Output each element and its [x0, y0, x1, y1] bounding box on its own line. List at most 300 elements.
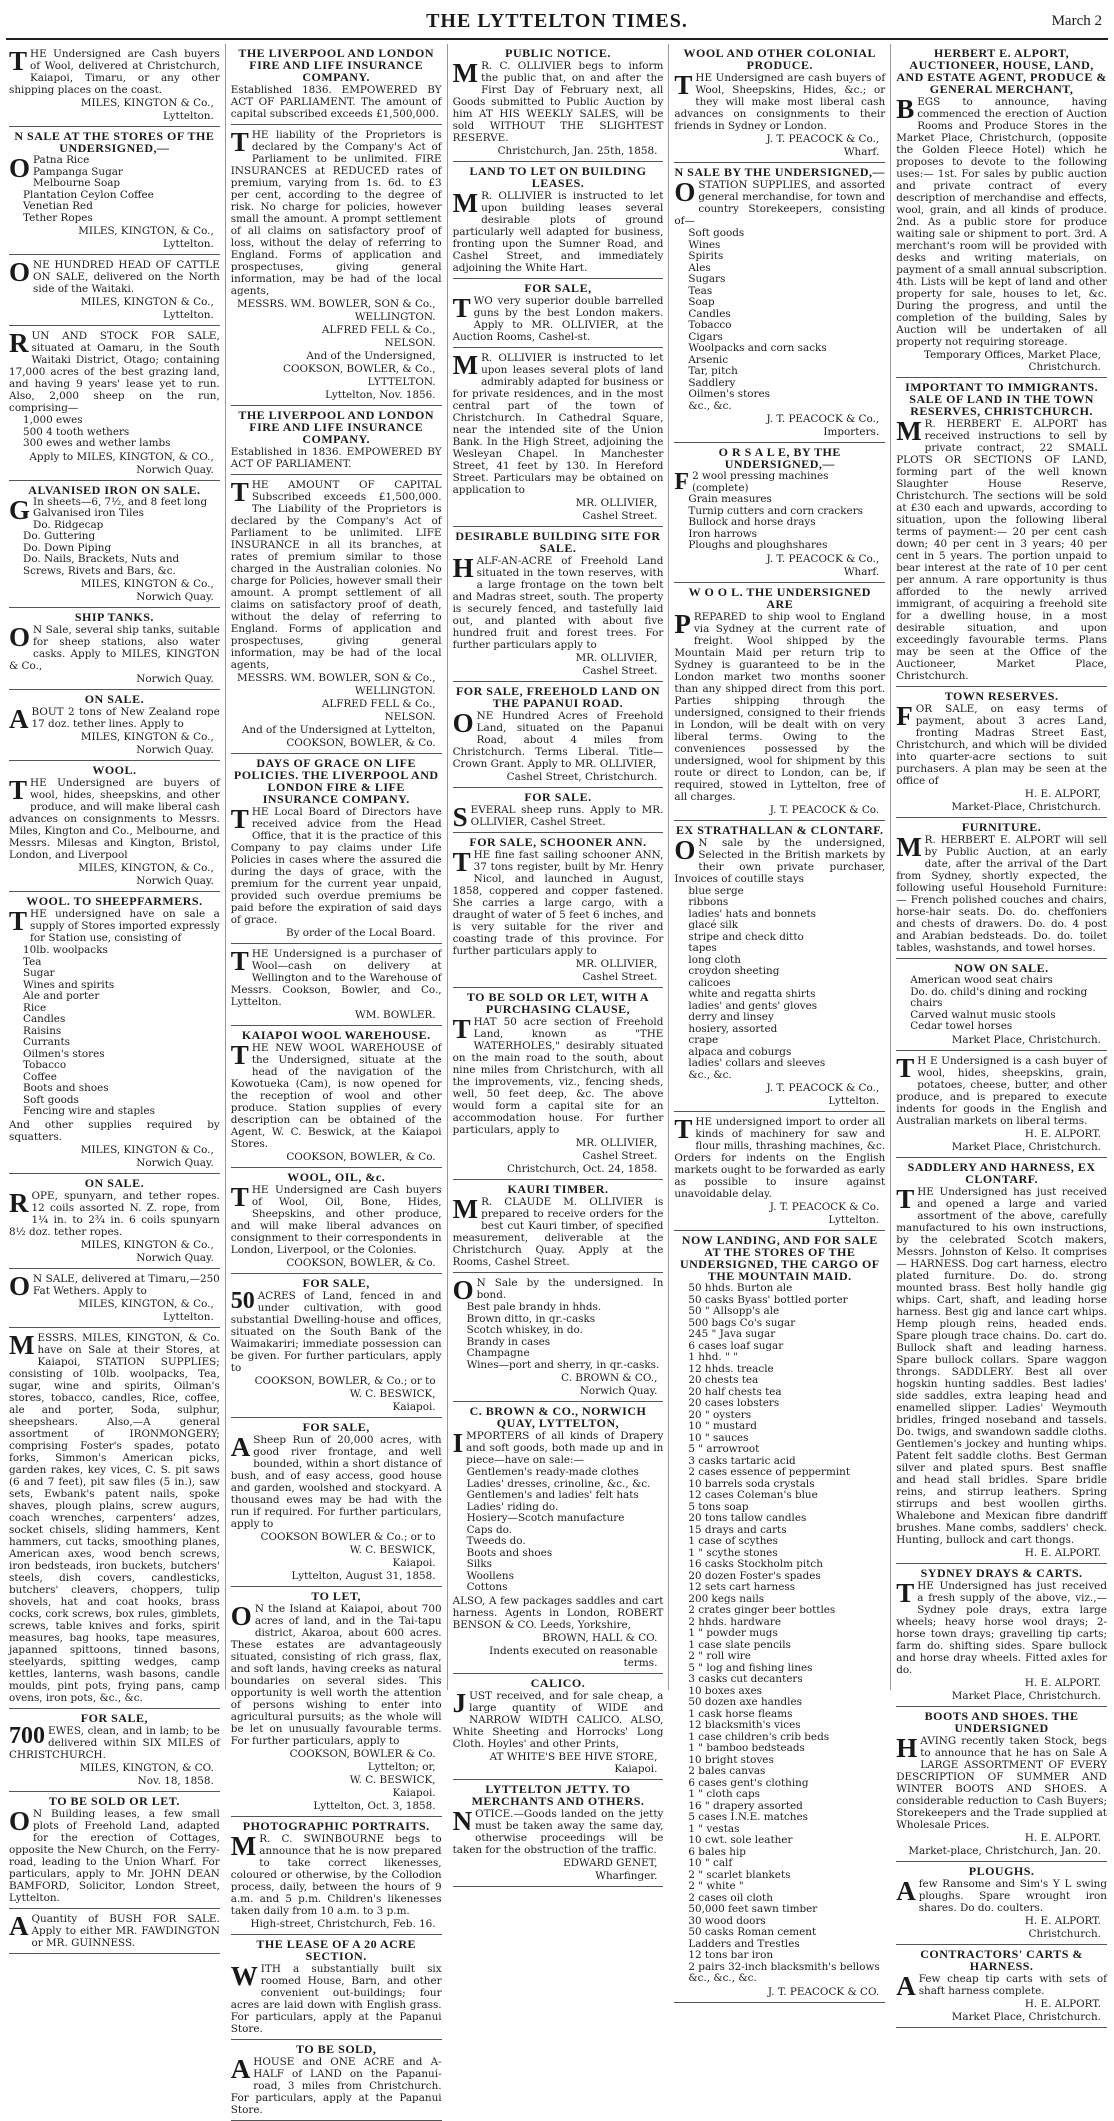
- drop-cap: T: [9, 775, 28, 805]
- list-item: Galvanised iron Tiles: [33, 507, 144, 519]
- ad-body: [231, 129, 442, 297]
- list-item: Do. Nails, Brackets, Nuts and Screws, Rivets and Bars, &c.: [23, 553, 180, 577]
- drop-cap: T: [230, 946, 249, 976]
- drop-cap: O: [9, 622, 31, 652]
- list-item: Do. Ridgecap: [33, 518, 104, 531]
- list-item: Caps do.: [466, 1523, 513, 1536]
- ad-text: HE Undersigned are buyers of wool, hides, sheepskins, and other produce, and will make liberal cash advances on consignments to Messrs. Miles, Kington and Co., Melbourne, and Messrs. Milesas and Kington, Bristol, London, and Liverpool: [9, 777, 220, 861]
- ad-signature: Wharf.: [843, 565, 880, 578]
- ad-body: [9, 259, 220, 295]
- ad-signature: Market-Place, Christchurch.: [951, 801, 1101, 813]
- column-1: [4, 44, 226, 1949]
- ad-body: [9, 1187, 220, 1238]
- ad-body: [9, 48, 220, 96]
- ad-text: N SALE, delivered at Timaru,—250 Fat Wethers. Apply to: [33, 1272, 220, 1297]
- ad-text: STATION SUPPLIES, and assorted general merchandise, for town and country Storekeepers, consisting of—: [674, 179, 886, 227]
- drop-cap: A: [9, 704, 29, 734]
- ad-signature: MILES, KINGTON & Co.,: [80, 1238, 214, 1251]
- drop-cap: T: [896, 1183, 915, 1214]
- advertisement: [896, 1945, 1107, 2028]
- ad-text: HE undersigned have on sale a supply of Stores imported expressly for Station use, consisting of: [30, 908, 220, 944]
- ad-text: R. C. SWINBOURNE begs to announce that he is now prepared to take correct likenesses, coloured or otherwise, by the Collodion process, daily, between the hours of 9 a.m. and 5 p.m. Children's likenesses taken daily from 10 a.m. to 3 p.m.: [230, 1833, 442, 1917]
- list-item: Ploughs and ploughshares: [688, 539, 828, 551]
- ad-text: EVERAL sheep runs. Apply to MR. OLLIVIER, Cashel Street.: [470, 804, 664, 828]
- ad-text: HE Local Board of Directors have received advice from the Head Office, that it is the practice of this Company to pay claims under Life Policies in cases where the assured die during the days of grace, with the premium for the current year unpaid, provided such overdue premiums be paid before the expiration of said days of grace.: [230, 806, 442, 926]
- list-item: Do. do. child's dining and rocking chairs: [910, 985, 1088, 1009]
- list-item: Gentlemen's and ladies' felt hats: [466, 1489, 639, 1501]
- ad-text: N Building leases, a few small plots of Freehold Land, adapted for the erection of Cottages, opposite the New Church, on the Ferry-road, leading to the Union Wharf. For particulars, apply to Mr. JOHN DEAN BAMFORD, Solicitor, London Street, Lyttelton.: [9, 1807, 220, 1904]
- ad-body: [453, 60, 664, 144]
- ad-signature: Lyttelton.: [162, 309, 214, 321]
- ad-text: R. HERBERT E. ALPORT will sell by Public Auction, at an early date, after the arrival of the Dart from Sydney, shortly expected, the following useful Household Furniture:— French polished couches and chairs, horse-hair seats. Do. do. cheffoniers and chests of drawers. Do. do. 4 post and Arabian bedsteads. Do. do. toilet tables, washstands, and towel horses.: [896, 834, 1107, 954]
- list-item: Raisins: [23, 1024, 62, 1037]
- advertisement: [453, 988, 664, 1180]
- ad-signature: Norwich Quay.: [136, 1251, 214, 1264]
- list-item: 300 ewes and wether lambs: [23, 437, 171, 449]
- ad-body: [9, 624, 220, 672]
- ad-heading: TO BE SOLD OR LET.: [48, 1793, 180, 1808]
- ad-signature: Market Place, Christchurch.: [951, 1033, 1101, 1046]
- ad-item-list: [688, 228, 885, 412]
- list-item: 50 hhds. Burton ale: [688, 1282, 793, 1294]
- ad-body: [9, 1270, 220, 1301]
- ad-text: AVING recently taken Stock, begs to announce that he has on Sale A LARGE ASSORTMENT OF EVERY DESCRIPTION OF SUMMER AND WINTER BOOTS AND SHOES. A considerable reduction to Cash Buyers; Storekeepers and the Trade supplied at Wholesale Prices.: [896, 1734, 1107, 1831]
- drop-cap: H: [452, 553, 474, 583]
- ad-heading: FOR SALE,: [302, 1420, 370, 1434]
- list-item: Woollens: [466, 1569, 514, 1582]
- list-item: Ladies' riding do.: [466, 1500, 559, 1513]
- ad-heading: THE LIVERPOOL AND LONDON FIRE AND LIFE INSURANCE COMPANY.: [238, 408, 435, 446]
- ad-heading: SADDLERY AND HARNESS, EX CLONTARF.: [907, 1159, 1096, 1186]
- ad-body: [896, 418, 1107, 682]
- ad-text: H E Undersigned is a cash buyer of wool, hides, sheepskins, grain, potatoes, cheese, butter, and other produce, and is prepared to execute indents for goods in the English and Australian markets on liberal terms.: [896, 1054, 1107, 1127]
- ad-heading: NOW ON SALE.: [954, 961, 1049, 975]
- list-item: blue serge: [688, 884, 744, 897]
- drop-cap: O: [674, 177, 696, 207]
- list-item: 1 " scythe stones: [688, 1546, 778, 1559]
- ad-heading: WOOL.: [92, 763, 137, 777]
- drop-cap: T: [9, 46, 28, 76]
- ad-signature: Market Place, Christchurch.: [951, 2010, 1101, 2023]
- drop-cap: G: [9, 494, 31, 525]
- ad-body: [452, 1687, 664, 1750]
- ad-signature: ALFRED FELL & Co.,: [321, 698, 436, 710]
- ad-text: R. OLLIVIER is instructed to let upon leases several plots of land admirably adapted for business or for private residences, and in the most central part of the town of Christchurch. In Cathedral Square, near the intended site of the Union Bank. In the High Street, adjoining the Wesleyan Chapel. In Manchester Street, 41 feet by 130. In Hereford Street. Particulars may be obtained on application to: [452, 352, 664, 496]
- advertisement: [453, 348, 664, 527]
- ad-text: Quantity of BUSH FOR SALE. Apply to either MR. FAWDINGTON or MR. GUINNESS.: [31, 1912, 220, 1949]
- drop-cap: S: [452, 802, 468, 832]
- list-item: Ladies' dresses, crinoline, &c., &c.: [466, 1477, 651, 1490]
- list-item: Candles: [688, 307, 731, 320]
- ad-signature: Importers.: [823, 426, 880, 438]
- ad-text: HE Undersigned has just received and opened a large and varied assortment of the above, carefully manufactured to his own instructions, by the celebrated Scotch makers, Messrs. Johnston of Kelso. It comprises— HARNESS. Dog cart harness, electro plated furniture. Do. do. strong mounted brass. Best holly handle gig whips. Cart, shaft, and leading horse harness. Best gig and lance cart whips. Hemp plough reins, headed ends. Spare plough trace chains. Do. cart do. Bullock shaft and leading harness. Spare bullock collars. Spare waggon throngs. SADDLERY. Best all over hogskin hunting saddles. Best ladies' side saddles, extra leaping head and enamelled slipper. Ladies' Weymouth bridles, fringed noseband and tassels. Do. twigs, and swandown saddle cloths. Gentlemen's jockey and hunting whips. Patent felt saddle cloths. Best German silver and plated spurs. Best snaffle and head stall bridles. Spare bridle reins, and stirrup leathers. Spring stirrups and best woollen girths. Whalebone and Mexican fibre dandriff brushes. Mane combs, saddlers' check. Hunting, bullock and cart thongs.: [896, 1185, 1107, 1546]
- ad-heading: NOW LANDING, AND FOR SALE AT THE STORES OF THE UNDERSIGNED, THE CARGO OF THE MOUNTAIN MAID.: [679, 1233, 880, 1283]
- list-item: 12 hhds. treacle: [688, 1362, 774, 1375]
- ad-heading: O R S A L E, BY THE UNDERSIGNED,—: [718, 445, 841, 471]
- ad-signature: MILES, KINGTON, & Co.,: [78, 1297, 214, 1310]
- list-item: 15 drays and carts: [688, 1523, 787, 1536]
- list-item: 50 " Allsopp's ale: [688, 1305, 780, 1317]
- ad-signature: Norwich Quay.: [136, 875, 214, 887]
- ad-heading: WOOL. TO SHEEPFARMERS.: [26, 894, 203, 908]
- drop-cap: T: [230, 1182, 249, 1212]
- advertisement: [453, 279, 664, 348]
- ad-text: HE Undersigned are Cash buyers of Wool, delivered at Christchurch, Kaiapoi, Timaru, or any other shipping places on the coast.: [9, 48, 220, 96]
- ad-text: HAT 50 acre section of Freehold Land, known as "THE WATERHOLES," desirably situated on the main road to the south, about nine miles from Christchurch, with all the improvements, viz., fencing sheds, well, 50 feet deep, &c. The above would form a capital site for an accommodation house. For further particulars, apply to: [452, 1016, 664, 1136]
- list-item: 1 case slate pencils: [688, 1638, 791, 1651]
- ad-body: [896, 96, 1107, 348]
- list-item: 1 cask horse fleams: [688, 1707, 793, 1720]
- ad-text: ACRES of Land, fenced in and under cultivation, with good substantial Dwelling-house and offices, situated on the South Bank of the Waimakariri; immediate possession can be given. For further particulars, apply to: [230, 1290, 442, 1374]
- drop-cap: O: [9, 153, 31, 183]
- ad-signature: H. E. ALPORT.: [1024, 1997, 1101, 2010]
- ad-text-continued: ALSO, A few packages saddles and cart harness. Agents in London, ROBERT BENSON & CO. Leeds, Yorkshire,: [452, 1594, 664, 1631]
- ad-text: N Sale, several ship tanks, suitable for sheep stations, also water casks. Apply to MILES, KINGTON & Co.,: [9, 624, 220, 672]
- ad-text: HE Undersigned has just received a fresh supply of the above, viz.,— Sydney pole drays, extra large wheels; heavy horse wool drays; 2-horse town drays; gravelling tip carts; farm do. shifting sides. Spare bullock and horse dray wheels. Fitted axles for do.: [896, 1579, 1107, 1676]
- list-item: Soap: [688, 296, 715, 308]
- ad-signature: COOKSON, BOWLER, & Co.: [286, 1257, 436, 1269]
- ad-signature: Kaiapoi.: [392, 1557, 436, 1569]
- ad-signature: Norwich Quay.: [579, 1385, 658, 1397]
- ad-body: [896, 1183, 1107, 1546]
- list-item: 6 bales hip: [688, 1845, 746, 1858]
- ad-signature: Nov. 18, 1858.: [137, 1774, 214, 1787]
- ad-heading: FOR SALE,: [524, 281, 592, 295]
- advertisement: [896, 687, 1107, 818]
- ad-text: HE AMOUNT OF CAPITAL Subscribed exceeds £1,500,000. The Liability of the Proprietors is declared by the Company's Act of Parliament to be unlimited. LIFE INSURANCE in all its branches, at rates of premium similar to those charged in the Australian colonies. No charge for Policies, however small their amount. A prompt settlement of all claims on satisfactory proof of death, without the delay of referring to England. Forms of application and prospectuses, giving general information, may be had of the local agents,: [230, 479, 442, 671]
- list-item: 2 cases essence of peppermint: [688, 1466, 851, 1478]
- list-item: Gentlemen's ready-made clothes: [466, 1466, 639, 1478]
- list-item: long cloth: [688, 953, 741, 966]
- advertisement: [896, 378, 1107, 687]
- columns: [4, 44, 1112, 2116]
- advertisement: [9, 44, 220, 127]
- ad-large-figure: F: [674, 469, 690, 495]
- list-item: 30 wood doors: [688, 1914, 766, 1927]
- list-item: 10 " calf: [688, 1857, 733, 1869]
- ad-heading: TO BE SOLD,: [296, 2042, 377, 2056]
- list-item: 2 wool pressing machines (complete): [692, 470, 829, 494]
- ad-signature: By order of the Local Board.: [285, 927, 436, 939]
- list-item: Scotch whiskey, in do.: [466, 1324, 583, 1336]
- advertisement: [674, 1112, 885, 1231]
- drop-cap: T: [230, 477, 249, 507]
- ad-signature: MILES, KINGTON & Co.,: [80, 578, 214, 590]
- ad-body: [453, 1196, 664, 1268]
- ad-text: HE Undersigned are cash buyers of Wool, Sheepskins, Hides, &c.; or they will make most liberal cash advances on consignments to their friends in Sydney or London.: [674, 72, 886, 132]
- ad-text: EGS to announce, having commenced the erection of Auction Rooms and Produce Stores in the Market Place, Christchurch, (opposite the Golden Fleece Hotel) which he proposes to devote to the following uses:— 1st. For sales by public auction and private contract of every description of merchandise and effects, wool, grain, and all kinds of produce. 2nd. As a public store for produce waiting sale or shipment to port. 3rd. A merchant's room will be provided with desks and writing materials, on payment of a small annual subscription. 4th. Lists will be kept of land and other property for sale, houses to let, &c. During the progress, and until the completion of the building, Sales by Auction will be undertaken of all property not requiring storeage.: [896, 96, 1107, 348]
- drop-cap: P: [674, 608, 691, 639]
- advertisement: [453, 1180, 664, 1273]
- drop-cap: O: [9, 257, 31, 287]
- ad-text: OR SALE, on easy terms of payment, about 3 acres Land, fronting Madras Street East, Christchurch, and which will be divided into quarter-acre sections to suit purchasers. A plan may be seen at the office of: [896, 703, 1107, 787]
- ad-body: [231, 1603, 442, 1747]
- list-item: 10lb. woolpacks: [23, 944, 108, 956]
- list-item: Melbourne Soap: [33, 177, 121, 189]
- list-item: 500 4 tooth wethers: [23, 425, 130, 438]
- ad-heading: SYDNEY DRAYS & CARTS.: [920, 1565, 1083, 1580]
- list-item: Arsenic: [688, 353, 729, 366]
- ad-body: [452, 1805, 664, 1856]
- ad-body: [453, 1430, 664, 1466]
- drop-cap: O: [452, 1275, 474, 1305]
- ad-body: [896, 1052, 1107, 1127]
- ad-heading: FOR SALE,: [80, 1710, 148, 1725]
- list-item: Ale and porter: [23, 990, 100, 1002]
- list-item: 245 " Java sugar: [688, 1328, 776, 1340]
- ad-signature: MR. OLLIVIER,: [575, 1137, 658, 1149]
- ad-signature: COOKSON, BOWLER, & Co.: [286, 1151, 436, 1163]
- list-item: Ladders and Trestles: [688, 1937, 800, 1950]
- list-item: 1 " powder mugs: [688, 1627, 778, 1639]
- list-item: Oilmen's stores: [23, 1047, 105, 1060]
- drop-cap: T: [230, 804, 249, 834]
- advertisement: [231, 1026, 442, 1168]
- list-item: 3 casks cut decanters: [688, 1673, 803, 1685]
- ad-signature: MR. OLLIVIER,: [575, 958, 658, 970]
- advertisement: [9, 127, 220, 255]
- drop-cap: O: [674, 834, 696, 865]
- ad-signature: Cashel Street.: [582, 971, 658, 983]
- list-item: Sugar: [23, 967, 55, 979]
- list-item: Iron harrows: [688, 527, 758, 540]
- advertisement: [231, 44, 442, 125]
- list-item: 10 boxes axes: [688, 1684, 763, 1697]
- ad-signature: MR. OLLIVIER,: [575, 497, 658, 509]
- ad-heading: PLOUGHS.: [968, 1863, 1035, 1878]
- ad-signature: COOKSON BOWLER & Co.; or to: [260, 1531, 436, 1543]
- advertisement: [231, 2040, 442, 2121]
- ad-body: [9, 1722, 220, 1761]
- ad-heading: FOR SALE, FREEHOLD LAND ON THE PAPANUI ROAD.: [455, 684, 660, 710]
- advertisement: [231, 125, 442, 406]
- ad-signature: Lyttelton.: [162, 238, 214, 250]
- list-item: Soft goods: [688, 227, 745, 239]
- list-item: Woolpacks and corn sacks: [688, 342, 827, 354]
- ad-signature: J. T. PEACOCK & Co.: [769, 803, 880, 816]
- ad-signature: Norwich Quay.: [136, 591, 214, 603]
- ad-signature: Cashel Street.: [582, 665, 658, 677]
- ad-item-list: [23, 155, 220, 224]
- ad-body: [231, 84, 442, 120]
- ad-heading: TOWN RESERVES.: [944, 689, 1059, 703]
- list-item: Tea: [23, 955, 42, 968]
- ad-heading: TO LET,: [311, 1589, 362, 1603]
- ad-heading: N SALE BY THE UNDERSIGNED,—: [674, 165, 886, 179]
- ad-signature: MILES, KINGTON, & CO.: [79, 1761, 214, 1774]
- ad-body: [231, 1184, 442, 1256]
- ad-signature: H. E. ALPORT.: [1024, 1831, 1101, 1844]
- ad-text: NE HUNDRED HEAD OF CATTLE ON SALE, delivered on the North side of the Waitaki.: [33, 259, 220, 295]
- ad-text: MPORTERS of all kinds of Drapery and soft goods, both made up and in piece—have on sale:—: [466, 1430, 664, 1466]
- advertisement: [9, 1909, 220, 1954]
- ad-body: [231, 806, 442, 926]
- ad-item-list: [23, 415, 220, 450]
- ad-body: [231, 948, 442, 1008]
- ad-heading: THE LEASE OF A 20 ACRE SECTION.: [256, 1937, 416, 1963]
- list-item: 2 hhds. hardware: [688, 1615, 781, 1628]
- ad-heading: ON SALE.: [84, 1175, 145, 1190]
- list-item: ribbons: [688, 896, 729, 908]
- advertisement: [674, 163, 885, 443]
- ad-text: UST received, and for sale cheap, a large quantity of WIDE and NARROW WIDTH CALICO. ALSO, White Sheeting and Horrocks' Long Cloth. Hoyles' and other Prints,: [452, 1689, 664, 1750]
- list-item: glacé silk: [688, 919, 739, 931]
- ad-heading: IMPORTANT TO IMMIGRANTS. SALE OF LAND IN THE TOWN RESERVES, CHRISTCHURCH.: [905, 380, 1099, 418]
- list-item: Do. Down Piping: [23, 541, 112, 554]
- list-item: 16 casks Stockholm pitch: [688, 1558, 823, 1570]
- ad-body: [896, 1732, 1107, 1831]
- list-item: 1 case of scythes: [688, 1535, 778, 1547]
- ad-heading: C. BROWN & CO., NORWICH QUAY, LYTTELTON,: [469, 1404, 647, 1430]
- ad-signature: ALFRED FELL & Co.,: [321, 324, 436, 336]
- list-item: 50 casks Byass' bottled porter: [688, 1293, 848, 1306]
- list-item: Boots and shoes: [466, 1546, 553, 1559]
- list-item: 1,000 ewes: [23, 414, 83, 426]
- list-item: Boots and shoes: [23, 1082, 109, 1094]
- ad-text: N Sale by the undersigned. In bond.: [476, 1277, 664, 1301]
- ad-signature: MILES, KINGTON, & Co.,: [78, 225, 214, 237]
- list-item: Spirits: [688, 250, 724, 262]
- drop-cap: T: [230, 1040, 249, 1070]
- list-item: 1 " bamboo bedsteads: [688, 1742, 805, 1754]
- ad-text: Sheep Run of 20,000 acres, with good river frontage, and well bounded, within a short distance of bush, and of easy access, good house and garden, woolshed and stockyard. A thousand ewes may be had with the run if required. For further particulars, apply to: [230, 1434, 442, 1530]
- list-item: &c., &c.: [688, 1068, 732, 1081]
- advertisement: [896, 1564, 1107, 1707]
- ad-heading: KAIAPOI WOOL WAREHOUSE.: [241, 1028, 431, 1042]
- drop-cap: A: [230, 1432, 251, 1462]
- drop-cap: W: [230, 1961, 258, 1991]
- ad-signature: J. T. PEACOCK & CO.: [767, 1985, 880, 1998]
- ad-body: [9, 908, 220, 944]
- ad-signature: Norwich Quay.: [136, 673, 214, 685]
- ad-signature: Temporary Offices, Market Place, Christchurch.: [924, 349, 1101, 373]
- ad-text: ALF-AN-ACRE of Freehold Land situated in the town reserves, with a large frontage on the town belt and Madras street, south. The property is securely fenced, and tastefully laid out, and planted with about five hundred fruit and forest trees. For further particulars apply to: [452, 555, 664, 651]
- list-item: Bullock and horse drays: [688, 516, 816, 528]
- list-item: 50 casks Roman cement: [688, 1926, 817, 1938]
- ad-text: few Ransome and Sim's Y L swing ploughs. Spare wrought iron shares. Do do. coulters.: [918, 1877, 1107, 1914]
- list-item: In sheets—6, 7½, and 8 feet long: [33, 495, 208, 508]
- ad-heading: SHIP TANKS.: [74, 610, 154, 624]
- ad-text: HE Undersigned is a purchaser of Wool—cash on delivery at Wellington and to the Warehouse of Messrs. Cookson, Bowler, and Co., Lyttelton.: [230, 948, 442, 1008]
- ad-signature: Cashel Street, Christchurch.: [506, 771, 658, 783]
- ad-body: [231, 1434, 442, 1530]
- advertisement: [231, 1935, 442, 2040]
- ad-signature: Lyttelton, Nov. 1856.: [325, 389, 436, 401]
- ad-signature: H. E. ALPORT.: [1024, 1127, 1101, 1140]
- list-item: ladies' and gents' gloves: [688, 999, 818, 1012]
- ad-body: [9, 1805, 220, 1904]
- drop-cap: M: [896, 832, 922, 862]
- ad-body: [453, 849, 664, 957]
- ad-heading: DESIRABLE BUILDING SITE FOR SALE.: [455, 529, 661, 555]
- ad-signature: Lyttelton.: [828, 1095, 880, 1107]
- ad-signature: COOKSON, BOWLER, & Co.,: [283, 363, 436, 375]
- ad-signature: Lyttelton; or,: [367, 1761, 436, 1773]
- ad-body: [453, 352, 664, 496]
- list-item: 1 hhd. " ": [688, 1351, 738, 1363]
- ad-signature: EDWARD GENET,: [563, 1856, 658, 1869]
- list-item: ladies' collars and sleeves: [688, 1057, 826, 1069]
- ad-text: Established in 1836. EMPOWERED BY ACT OF PARLIAMENT.: [230, 446, 442, 470]
- ad-signature: H. E. ALPORT.: [1024, 1914, 1101, 1927]
- drop-cap: O: [9, 1270, 31, 1301]
- list-item: Champagne: [466, 1347, 530, 1359]
- advertisement: [231, 754, 442, 944]
- list-item: 50,000 feet sawn timber: [688, 1903, 818, 1915]
- advertisement: [9, 608, 220, 690]
- ad-body: [896, 834, 1107, 954]
- ad-text: EWES, clean, and in lamb; to be delivered within SIX MILES of CHRISTCHURCH.: [9, 1724, 220, 1761]
- drop-cap: T: [896, 1577, 915, 1608]
- ad-signature: Market Place, Christchurch.: [951, 1140, 1101, 1153]
- list-item: 1 " vestas: [688, 1822, 740, 1835]
- drop-cap: B: [896, 94, 915, 124]
- list-item: 6 cases loaf sugar: [688, 1339, 784, 1352]
- ad-signature: COOKSON, BOWLER, & Co.: [286, 737, 436, 749]
- list-item: Brandy in cases: [466, 1335, 551, 1348]
- advertisement: [231, 944, 442, 1026]
- ad-signature: MESSRS. WM. BOWLER, SON & Co.,: [237, 298, 436, 310]
- drop-cap: M: [452, 1194, 479, 1224]
- list-item: 12 sets cart harness: [688, 1581, 796, 1593]
- ad-heading: N SALE AT THE STORES OF THE UNDERSIGNED,—: [14, 129, 215, 155]
- ad-signature: BROWN, HALL & CO.: [542, 1631, 658, 1644]
- ad-heading: WOOL, OIL, &c.: [287, 1170, 386, 1184]
- ad-heading: TO BE SOLD OR LET, WITH A PURCHASING CLAUSE,: [466, 990, 650, 1016]
- ad-body: [896, 1577, 1107, 1676]
- advertisement: [453, 1273, 664, 1402]
- column-4: [669, 44, 891, 1998]
- advertisement: [9, 481, 220, 609]
- ad-signature: MILES, KINGTON & Co.,: [80, 296, 214, 308]
- ad-signature: W. C. BESWICK,: [349, 1774, 436, 1786]
- drop-cap: T: [452, 1014, 471, 1044]
- ad-signature: Apply to MILES, KINGTON, & CO.,: [29, 450, 214, 463]
- ad-body: [674, 834, 886, 885]
- list-item: 12 cases Coleman's blue: [688, 1489, 818, 1501]
- list-item: 10 bright stoves: [688, 1753, 774, 1766]
- ad-signature: Market Place, Christchurch.: [951, 1689, 1101, 1702]
- ad-body: [231, 2056, 442, 2116]
- ad-heading: CONTRACTORS' CARTS & HARNESS.: [920, 1946, 1083, 1973]
- list-item: Cigars: [688, 330, 723, 343]
- drop-cap: A: [896, 1875, 916, 1906]
- advertisement: [674, 44, 885, 163]
- ad-text: HE NEW WOOL WAREHOUSE of the Undersigned, situate at the head of the navigation of the Kowotueka (Cam), is now opened for the reception of wool and other produce. Station supplies of every description can be obtained of the Agent, W. C. Beswick, at the Kaiapoi Stores.: [230, 1042, 442, 1150]
- ad-signature: MILES, KINGTON & Co.,: [80, 1143, 214, 1156]
- drop-cap: J: [452, 1687, 467, 1718]
- drop-cap: T: [230, 127, 249, 157]
- ad-text: R. OLLIVIER is instructed to let upon building leases several desirable plots of ground particularly well adapted for business, fronting upon the Sumner Road, and Cashel Street, and immediately adjoining the White Hart.: [452, 190, 664, 274]
- ad-signature: Market-place, Christchurch, Jan. 20.: [908, 1844, 1101, 1857]
- list-item: crape: [688, 1034, 719, 1046]
- advertisement: [896, 1707, 1107, 1862]
- list-item: 20 chests tea: [688, 1374, 759, 1386]
- ad-signature: Lyttelton, August 31, 1858.: [291, 1570, 436, 1582]
- column-5: [891, 44, 1112, 2023]
- list-item: 1 " cloth caps: [688, 1788, 760, 1800]
- drop-cap: F: [896, 701, 913, 731]
- list-item: 500 bags Co's sugar: [688, 1316, 796, 1329]
- advertisement: [231, 406, 442, 475]
- list-item: alpaca and coburgs: [688, 1045, 792, 1058]
- ad-signature: J. T. PEACOCK & Co.,: [766, 1082, 880, 1094]
- column-2: [226, 44, 448, 2116]
- ad-body: [453, 710, 664, 770]
- list-item: Best pale brandy in hhds.: [466, 1301, 602, 1313]
- drop-cap: T: [452, 847, 471, 877]
- ad-signature: LYTTELTON.: [367, 376, 436, 388]
